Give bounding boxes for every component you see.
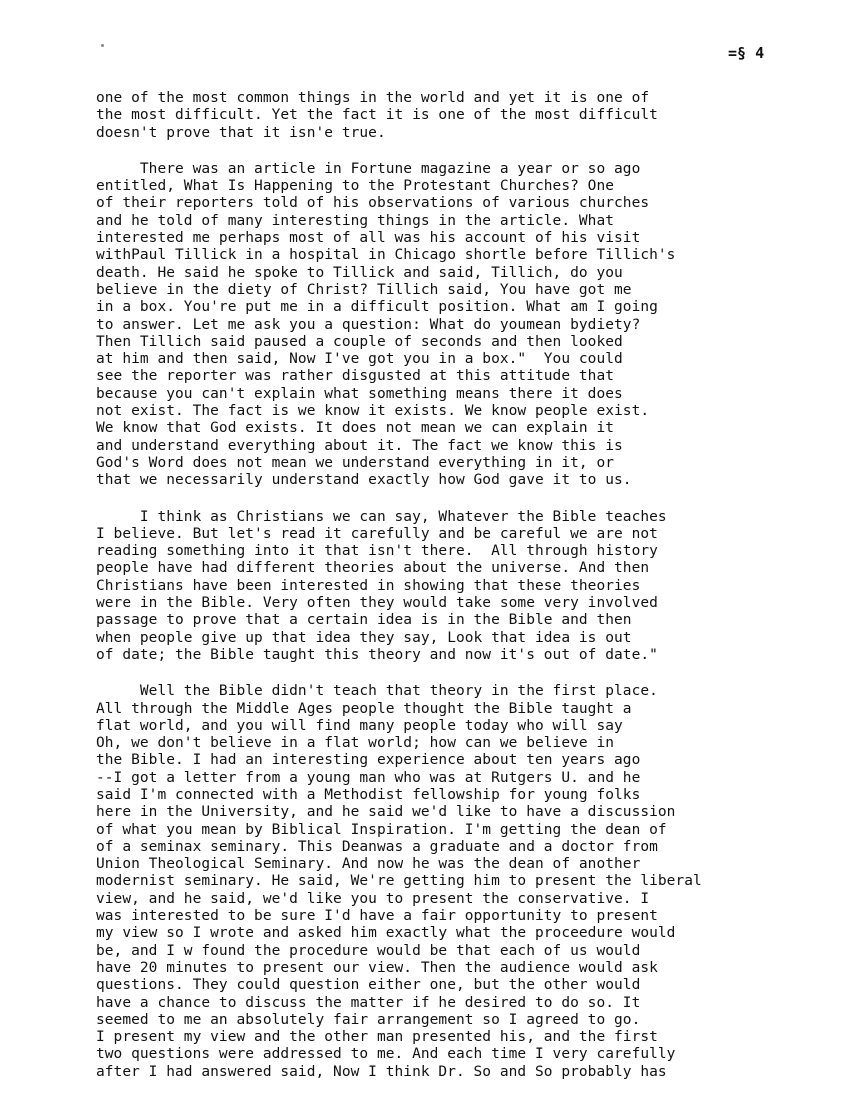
text-line: in a box. You're put me in a difficult position. What am I going xyxy=(96,299,658,316)
scan-speck xyxy=(101,44,104,47)
text-line: the most difficult. Yet the fact it is one of the most difficult xyxy=(96,107,658,124)
text-line: Well the Bible didn't teach that theory in the first place. xyxy=(96,683,658,700)
text-line: withPaul Tillick in a hospital in Chicago shortle before Tillich's xyxy=(96,247,676,264)
text-line: of a seminax seminary. This Deanwas a graduate and a doctor from xyxy=(96,838,658,855)
paragraph-2 xyxy=(96,161,796,490)
text-line: Union Theological Seminary. And now he was the dean of another xyxy=(96,856,641,873)
text-line: entitled, What Is Happening to the Protestant Churches? One xyxy=(96,178,615,195)
text-line: --I got a letter from a young man who was at Rutgers U. and he xyxy=(96,769,641,786)
text-line: see the reporter was rather disgusted at this attitude that xyxy=(96,368,615,385)
text-line: reading something into it that isn't there. All through history xyxy=(96,543,658,560)
document-body xyxy=(96,90,796,1100)
text-line: modernist seminary. He said, We're getting him to present the liberal xyxy=(96,873,702,890)
text-line: death. He said he spoke to Tillick and said, Tillich, do you xyxy=(96,264,623,281)
text-line: We know that God exists. It does not mean we can explain it xyxy=(96,420,615,437)
text-line: said I'm connected with a Methodist fellowship for young folks xyxy=(96,786,641,803)
text-line: of what you mean by Biblical Inspiration. I'm getting the dean of xyxy=(96,821,667,838)
text-line: view, and he said, we'd like you to present the conservative. I xyxy=(96,890,650,907)
text-line: doesn't prove that it isn'e true. xyxy=(96,124,386,141)
text-line: at him and then said, Now I've got you in a box." You could xyxy=(96,351,623,368)
text-line: here in the University, and he said we'd like to have a discussion xyxy=(96,804,676,821)
text-line: I believe. But let's read it carefully and be careful we are not xyxy=(96,525,658,542)
text-line: God's Word does not mean we understand everything in it, or xyxy=(96,454,615,471)
text-line: Christians have been interested in showing that these theories xyxy=(96,577,641,594)
text-line: There was an article in Fortune magazine a year or so ago xyxy=(96,160,641,177)
text-line: have a chance to discuss the matter if he desired to do so. It xyxy=(96,994,641,1011)
text-line: passage to prove that a certain idea is in the Bible and then xyxy=(96,612,632,629)
text-line: I present my view and the other man presented his, and the first xyxy=(96,1029,658,1046)
text-line: Oh, we don't believe in a flat world; how can we believe in xyxy=(96,735,615,752)
text-line: Then Tillich said paused a couple of seconds and then looked xyxy=(96,333,623,350)
text-line: of their reporters told of his observations of various churches xyxy=(96,195,650,212)
page-number: =§ 4 xyxy=(728,44,765,62)
text-line: because you can't explain what something means there it does xyxy=(96,385,623,402)
paragraph-3 xyxy=(96,509,796,665)
text-line: believe in the diety of Christ? Tillich said, You have got me xyxy=(96,281,632,298)
text-line: have 20 minutes to present our view. Then the audience would ask xyxy=(96,959,658,976)
text-line: one of the most common things in the world and yet it is one of xyxy=(96,90,650,106)
text-line: be, and I w found the procedure would be that each of us would xyxy=(96,942,641,959)
text-line: not exist. The fact is we know it exists. We know people exist. xyxy=(96,403,650,420)
text-line: my view so I wrote and asked him exactly what the proceedure would xyxy=(96,925,676,942)
text-line: questions. They could question either one, but the other would xyxy=(96,977,641,994)
text-line: people have had different theories about the universe. And then xyxy=(96,560,650,577)
paragraph-1 xyxy=(96,90,796,142)
text-line: when people give up that idea they say, Look that idea is out xyxy=(96,629,632,646)
text-line: All through the Middle Ages people thought the Bible taught a xyxy=(96,700,632,717)
text-line: to answer. Let me ask you a question: What do youmean bydiety? xyxy=(96,316,641,333)
paragraph-4 xyxy=(96,683,796,1081)
text-line: of date; the Bible taught this theory and now it's out of date." xyxy=(96,646,658,663)
text-line: and understand everything about it. The fact we know this is xyxy=(96,437,623,454)
text-line: were in the Bible. Very often they would take some very involved xyxy=(96,595,658,612)
text-line: I think as Christians we can say, Whatever the Bible teaches xyxy=(96,508,667,525)
text-line: that we necessarily understand exactly how God gave it to us. xyxy=(96,472,632,489)
text-line: and he told of many interesting things in the article. What xyxy=(96,212,615,229)
text-line: interested me perhaps most of all was his account of his visit xyxy=(96,230,641,247)
text-line: seemed to me an absolutely fair arrangement so I agreed to go. xyxy=(96,1011,641,1028)
text-line: the Bible. I had an interesting experience about ten years ago xyxy=(96,752,641,769)
text-line: flat world, and you will find many people today who will say xyxy=(96,717,623,734)
text-line: was interested to be sure I'd have a fair opportunity to present xyxy=(96,908,658,925)
text-line: two questions were addressed to me. And each time I very carefully xyxy=(96,1046,676,1063)
text-line: after I had answered said, Now I think Dr. So and So probably has xyxy=(96,1063,667,1080)
